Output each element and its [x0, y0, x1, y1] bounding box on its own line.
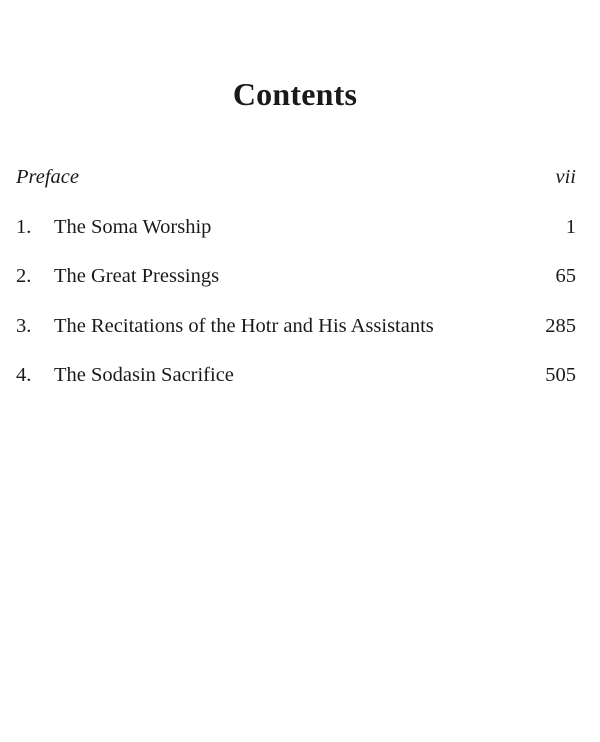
toc-entry-page: 1: [565, 215, 576, 238]
toc-entry-chapter-3[interactable]: [16, 315, 576, 365]
table-of-contents: [16, 166, 576, 414]
toc-entry-title: Preface: [16, 166, 79, 188]
toc-entry-title: The Sodasin Sacrifice: [54, 364, 234, 386]
toc-entry-page: vii: [555, 166, 576, 188]
toc-entry-title: The Recitations of the Hotr and His Assistants: [54, 314, 434, 337]
toc-entry-page: 285: [545, 314, 576, 337]
toc-entry-number: 1.: [16, 215, 32, 238]
toc-entry-chapter-2[interactable]: [16, 265, 576, 315]
toc-entry-chapter-4[interactable]: [16, 364, 576, 414]
toc-entry-chapter-1[interactable]: [16, 216, 576, 266]
toc-entry-preface[interactable]: [16, 166, 576, 216]
toc-entry-title: The Soma Worship: [54, 215, 212, 238]
toc-entry-page: 65: [555, 265, 576, 287]
toc-entry-number: 4.: [16, 364, 32, 386]
page-title: Contents: [232, 76, 358, 112]
toc-entry-number: 3.: [16, 314, 32, 337]
toc-entry-title: The Great Pressings: [54, 265, 220, 287]
toc-entry-number: 2.: [16, 265, 32, 287]
toc-entry-page: 505: [545, 364, 576, 386]
